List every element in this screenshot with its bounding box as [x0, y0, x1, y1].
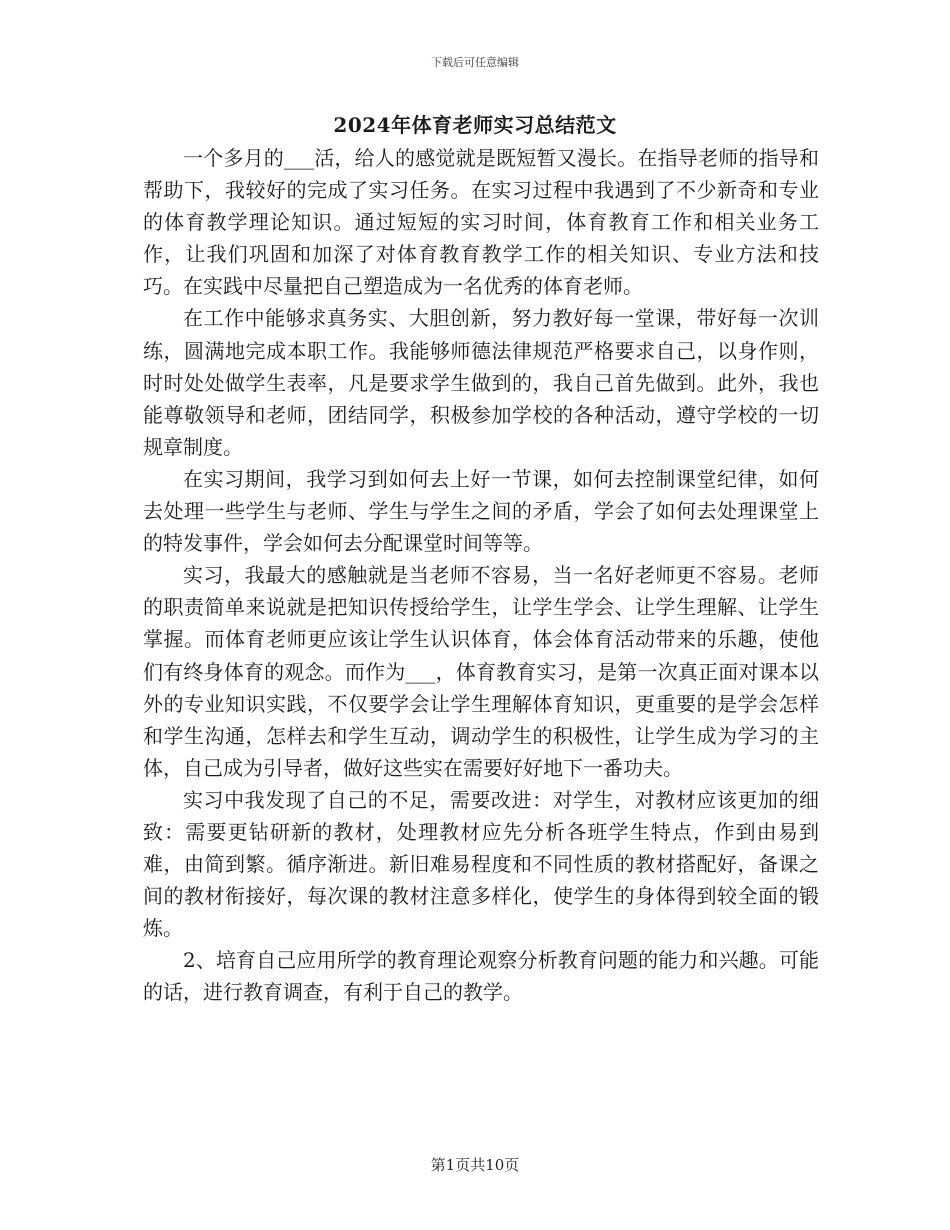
page-number-footer: 第1页共10页 [430, 1156, 520, 1174]
document-body [143, 142, 819, 1009]
paragraph-5: 实习中我发现了自己的不足，需要改进：对学生，对教材应该更加的细致：需要更钻研新的教材，处理教材应先分析各班学生特点，作到由易到难，由简到繁。循序渐进。新旧难易程度和不同性质的教材搭配好，备课之间的教材衔接好，每次课的教材注意多样化，使学生的身体得到较全面的锻炼。 [143, 787, 819, 941]
paragraph-4: 实习，我最大的感触就是当老师不容易，当一名好老师更不容易。老师的职责简单来说就是把知识传授给学生，让学生学会、让学生理解、让学生掌握。而体育老师更应该让学生认识体育，体会体育活动带来的乐趣，使他们有终身体育的观念。而作为___，体育教育实习，是第一次真正面对课本以外的专业知识实践，不仅要学会让学生理解体育知识，更重要的是学会怎样和学生沟通，怎样去和学生互动，调动学生的积极性，让学生成为学习的主体，自己成为引导者，做好这些实在需要好好地下一番功夫。 [143, 563, 819, 780]
paragraph-3: 在实习期间，我学习到如何去上好一节课，如何去控制课堂纪律，如何去处理一些学生与老师、学生与学生之间的矛盾，学会了如何去处理课堂上的特发事件，学会如何去分配课堂时间等等。 [143, 466, 819, 556]
document-title: 2024年体育老师实习总结范文 [333, 113, 617, 137]
header-note: 下载后可任意编辑 [431, 56, 519, 69]
paragraph-2: 在工作中能够求真务实、大胆创新，努力教好每一堂课，带好每一次训练，圆满地完成本职工作。我能够师德法律规范严格要求自己，以身作则，时时处处做学生表率，凡是要求学生做到的，我自己首先做到。此外，我也能尊敬领导和老师，团结同学，积极参加学校的各种活动，遵守学校的一切规章制度。 [143, 306, 819, 459]
paragraph-1: 一个多月的___活，给人的感觉就是既短暂又漫长。在指导老师的指导和帮助下，我较好的完成了实习任务。在实习过程中我遇到了不少新奇和专业的体育教学理论知识。通过短短的实习时间，体育教育工作和相关业务工作，让我们巩固和加深了对体育教育教学工作的相关知识、专业方法和技巧。在实践中尽量把自己塑造成为一名优秀的体育老师。 [143, 146, 819, 299]
paragraph-6: 2、培育自己应用所学的教育理论观察分析教育问题的能力和兴趣。可能的话，进行教育调查，有利于自己的教学。 [143, 948, 819, 1005]
